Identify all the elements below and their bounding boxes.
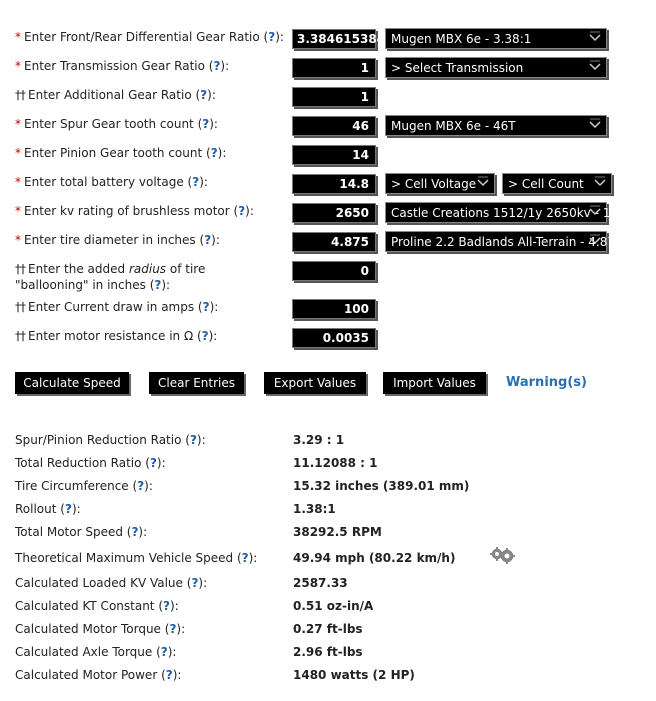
result-label: Calculated Motor Power (?): [15,668,182,682]
transmission-ratio-input[interactable]: 1 [292,58,376,78]
result-label: Calculated Loaded KV Value (?): [15,576,208,590]
help-link[interactable]: ? [241,551,249,565]
result-label: Tire Circumference (?): [15,479,153,493]
chevron-down-icon [589,31,601,43]
result-value: 1.38:1 [293,502,336,516]
calculate-speed-button[interactable]: Calculate Speed [15,372,129,394]
result-value: 11.12088 : 1 [293,456,378,470]
help-link[interactable]: ? [163,599,170,613]
result-label: Total Motor Speed (?): [15,525,148,539]
pinion-count-input[interactable]: 14 [292,145,376,165]
label-current-draw: †† Enter Current draw in amps (?): [15,300,219,314]
help-link[interactable]: ? [154,278,162,292]
result-label: Rollout (?): [15,502,81,516]
spur-select[interactable]: Mugen MBX 6e - 46T [385,115,607,136]
help-link[interactable]: ? [131,525,139,539]
diff-ratio-input[interactable]: 3.384615384 [292,29,376,49]
clear-entries-button[interactable]: Clear Entries [149,372,244,394]
help-link[interactable]: ? [64,502,72,516]
label-diff-ratio: * Enter Front/Rear Differential Gear Ratio (?): [15,30,284,44]
chevron-down-icon [477,176,489,188]
export-values-button[interactable]: Export Values [264,372,366,394]
help-link[interactable]: ? [202,117,210,131]
label-tire-diameter: * Enter tire diameter in inches (?): [15,233,220,247]
chevron-down-icon [589,60,601,72]
battery-voltage-input[interactable]: 14.8 [292,174,376,194]
help-link[interactable]: ? [200,88,208,102]
help-link[interactable]: ? [169,622,177,636]
spur-count-input[interactable]: 46 [292,116,376,136]
label-motor-resistance: †† Enter motor resistance in Ω (?): [15,329,218,343]
result-label: Calculated Motor Torque (?): [15,622,186,636]
help-link[interactable]: ? [238,204,246,218]
help-link[interactable]: ? [149,456,157,470]
result-label: Calculated Axle Torque (?): [15,645,177,659]
additional-ratio-input[interactable]: 1 [292,87,376,107]
import-values-button[interactable]: Import Values [383,372,486,394]
motor-resistance-input[interactable]: 0.0035 [292,328,376,348]
chevron-down-icon [594,176,606,188]
help-link[interactable]: ? [191,576,199,590]
result-value: 0.51 oz-in/A [293,599,374,613]
result-value: 38292.5 RPM [293,525,382,539]
label-tire-ballooning: †† Enter the added radius of tire "ballooning" in inches (?): [15,262,206,292]
cell-count-select[interactable]: > Cell Count [502,173,612,194]
result-value: 15.32 inches (389.01 mm) [293,479,470,493]
kv-rating-input[interactable]: 2650 [292,203,376,223]
tire-ballooning-input[interactable]: 0 [292,261,376,281]
gears-icon [489,545,515,565]
help-link[interactable]: ? [268,30,276,44]
result-value: 49.94 mph (80.22 km/h) [293,551,456,565]
tire-select[interactable]: Proline 2.2 Badlands All-Terrain - 4.875 [385,231,607,252]
help-link[interactable]: ? [137,479,145,493]
help-link[interactable]: ? [189,433,197,447]
result-label: Total Reduction Ratio (?): [15,456,166,470]
label-kv-rating: * Enter kv rating of brushless motor (?): [15,204,254,218]
result-label: Theoretical Maximum Vehicle Speed (?): [15,551,258,565]
result-value: 1480 watts (2 HP) [293,668,415,682]
label-additional-ratio: †† Enter Additional Gear Ratio (?): [15,88,216,102]
label-transmission-ratio: * Enter Transmission Gear Ratio (?): [15,59,230,73]
current-draw-input[interactable]: 100 [292,299,376,319]
help-link[interactable]: ? [160,645,168,659]
help-link[interactable]: ? [213,59,221,73]
chevron-down-icon [589,118,601,130]
help-link[interactable]: ? [165,668,173,682]
motor-select[interactable]: Castle Creations 1512/1y 2650kv - 1 [385,202,607,223]
result-value: 3.29 : 1 [293,433,345,447]
label-pinion-count: * Enter Pinion Gear tooth count (?): [15,146,227,160]
help-link[interactable]: ? [202,300,210,314]
transmission-select[interactable]: > Select Transmission [385,57,607,78]
result-value: 2.96 ft-lbs [293,645,363,659]
result-value: 2587.33 [293,576,348,590]
label-battery-voltage: * Enter total battery voltage (?): [15,175,208,189]
chevron-down-icon [589,234,601,246]
diff-select[interactable]: Mugen MBX 6e - 3.38:1 [385,28,607,49]
help-link[interactable]: ? [201,329,209,343]
help-link[interactable]: ? [204,233,212,247]
result-value: 0.27 ft-lbs [293,622,363,636]
label-spur-count: * Enter Spur Gear tooth count (?): [15,117,218,131]
warnings-link[interactable]: Warning(s) [506,375,587,390]
help-link[interactable]: ? [210,146,218,160]
help-link[interactable]: ? [192,175,200,189]
result-label: Calculated KT Constant (?): [15,599,179,613]
chevron-down-icon [589,205,601,217]
result-label: Spur/Pinion Reduction Ratio (?): [15,433,206,447]
tire-diameter-input[interactable]: 4.875 [292,232,376,252]
cell-voltage-select[interactable]: > Cell Voltage [385,173,495,194]
